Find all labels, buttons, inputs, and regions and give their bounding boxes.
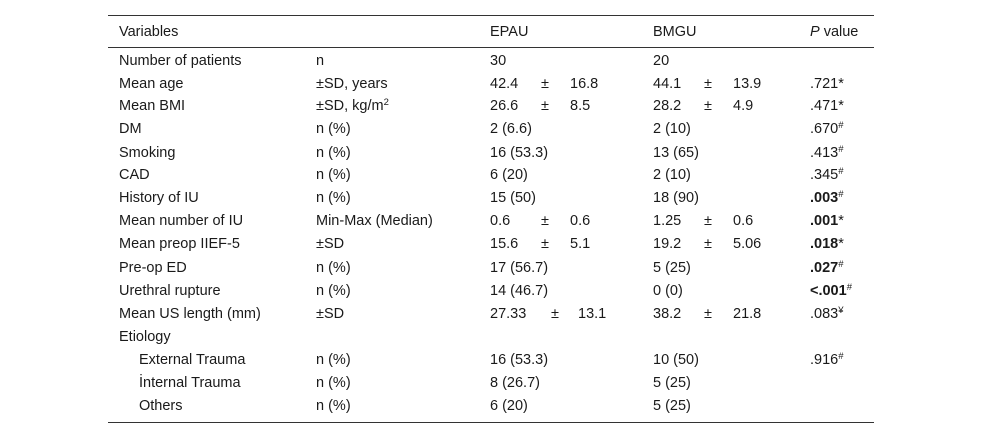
pvalue-text: .413 [810,145,839,161]
table-bottom-rule [108,422,874,423]
row-group1-value: 16 (53.3) [490,145,549,161]
row-pvalue [810,120,844,138]
row-group2-pm: ± [704,306,712,322]
row-group1-pm: ± [541,236,549,252]
row-name: DM [119,121,142,137]
pvalue-mark: * [838,236,844,252]
row-group2-sd: 21.8 [733,306,762,322]
row-name: Urethral rupture [119,283,221,299]
row-group2-mean: 19.2 [653,236,682,252]
row-pvalue [810,144,844,162]
row-group1-mean: 15.6 [490,236,519,252]
row-name-indented: Others [139,398,183,414]
row-group2-value: 18 (90) [653,190,699,206]
row-group1-mean: 0.6 [490,213,511,229]
row-group1-value: 15 (50) [490,190,536,206]
pvalue-text: .001 [810,213,839,229]
row-pvalue [810,305,844,323]
row-group1-mean: 42.4 [490,76,519,92]
row-group1-value: 6 (20) [490,167,528,183]
row-name: Smoking [119,145,176,161]
row-stat: n (%) [316,145,351,161]
row-group2-mean: 38.2 [653,306,682,322]
row-group2-value: 5 (25) [653,375,691,391]
row-stat: n (%) [316,121,351,137]
row-name: Mean age [119,76,184,92]
row-group1-value: 14 (46.7) [490,283,549,299]
row-name: Mean US length (mm) [119,306,261,322]
row-stat: n (%) [316,352,351,368]
row-pvalue [810,97,844,115]
pvalue-mark: # [838,189,844,200]
pvalue-text: .670 [810,121,839,137]
row-group2-mean: 1.25 [653,213,682,229]
header-group2: BMGU [653,24,697,40]
pvalue-text: .471 [810,98,839,114]
row-group2-value: 0 (0) [653,283,683,299]
row-group1-sd: 0.6 [570,213,591,229]
row-stat: n (%) [316,167,351,183]
table-header-rule [108,47,874,48]
row-group1-pm: ± [551,306,559,322]
row-name: Number of patients [119,53,242,69]
stat-superscript: 2 [383,97,389,108]
pvalue-mark: * [838,76,844,92]
row-group2-mean: 28.2 [653,98,682,114]
row-group2-sd: 0.6 [733,213,754,229]
pvalue-mark: # [838,120,844,131]
header-pvalue [810,23,858,41]
row-stat: n [316,53,325,69]
row-group2-value: 2 (10) [653,167,691,183]
row-group1-value: 6 (20) [490,398,528,414]
row-group2-sd: 4.9 [733,98,754,114]
row-name: Mean preop IIEF-5 [119,236,240,252]
row-group2-value: 5 (25) [653,260,691,276]
row-name-indented: İnternal Trauma [139,375,241,391]
row-group2-value: 5 (25) [653,398,691,414]
row-stat: Min-Max (Median) [316,213,433,229]
row-group1-mean: 26.6 [490,98,519,114]
row-pvalue [810,75,844,93]
stat-text: ±SD, kg/m [316,98,384,114]
row-name: Mean number of IU [119,213,244,229]
row-group2-pm: ± [704,76,712,92]
row-group1-sd: 13.1 [578,306,607,322]
pvalue-mark: # [838,351,844,362]
header-pvalue-italic: P [810,24,820,40]
row-stat: ±SD, years [316,76,388,92]
row-group2-pm: ± [704,98,712,114]
header-group1: EPAU [490,24,529,40]
row-pvalue [810,282,852,300]
row-group1-sd: 8.5 [570,98,591,114]
row-pvalue [810,351,844,369]
pvalue-text: .018 [810,236,839,252]
row-name: Etiology [119,329,171,345]
row-stat: n (%) [316,260,351,276]
row-group1-pm: ± [541,76,549,92]
row-group1-value: 8 (26.7) [490,375,540,391]
pvalue-mark: # [838,259,844,270]
row-pvalue [810,259,844,277]
row-name-indented: External Trauma [139,352,246,368]
pvalue-text: .345 [810,167,839,183]
pvalue-mark: * [838,98,844,114]
row-name: Mean BMI [119,98,186,114]
row-group1-sd: 5.1 [570,236,591,252]
row-group1-value: 16 (53.3) [490,352,549,368]
header-variables: Variables [119,24,179,40]
pvalue-mark: ¥ [838,305,844,316]
row-stat: n (%) [316,283,351,299]
row-name: History of IU [119,190,199,206]
row-group2-pm: ± [704,236,712,252]
row-group1-pm: ± [541,98,549,114]
row-stat: ±SD [316,306,345,322]
row-stat: n (%) [316,398,351,414]
row-group2-pm: ± [704,213,712,229]
row-pvalue [810,212,844,230]
pvalue-mark: # [838,144,844,155]
table-top-rule [108,15,874,16]
row-pvalue [810,189,844,207]
row-name: CAD [119,167,150,183]
row-group1-sd: 16.8 [570,76,599,92]
row-group2-sd: 13.9 [733,76,762,92]
pvalue-text: .721 [810,76,839,92]
row-group1-mean: 27.33 [490,306,527,322]
row-pvalue [810,166,844,184]
row-stat: n (%) [316,375,351,391]
row-group1-value: 30 [490,53,507,69]
pvalue-text: .083 [810,306,839,322]
pvalue-mark: # [838,166,844,177]
row-stat: ±SD [316,236,345,252]
row-group1-value: 2 (6.6) [490,121,532,137]
row-stat: n (%) [316,190,351,206]
row-group2-value: 13 (65) [653,145,699,161]
row-group1-pm: ± [541,213,549,229]
header-pvalue-rest: value [819,24,859,40]
row-pvalue [810,235,844,253]
pvalue-text: .003 [810,190,839,206]
row-group1-value: 17 (56.7) [490,260,549,276]
row-group2-value: 10 (50) [653,352,699,368]
row-stat [316,97,389,115]
row-group2-value: 20 [653,53,670,69]
row-group2-value: 2 (10) [653,121,691,137]
pvalue-text: .027 [810,260,839,276]
row-group2-sd: 5.06 [733,236,762,252]
row-group2-mean: 44.1 [653,76,682,92]
row-name: Pre-op ED [119,260,187,276]
pvalue-mark: * [838,213,844,229]
pvalue-mark: # [846,282,852,293]
pvalue-text: .916 [810,352,839,368]
pvalue-text: <.001 [810,283,847,299]
